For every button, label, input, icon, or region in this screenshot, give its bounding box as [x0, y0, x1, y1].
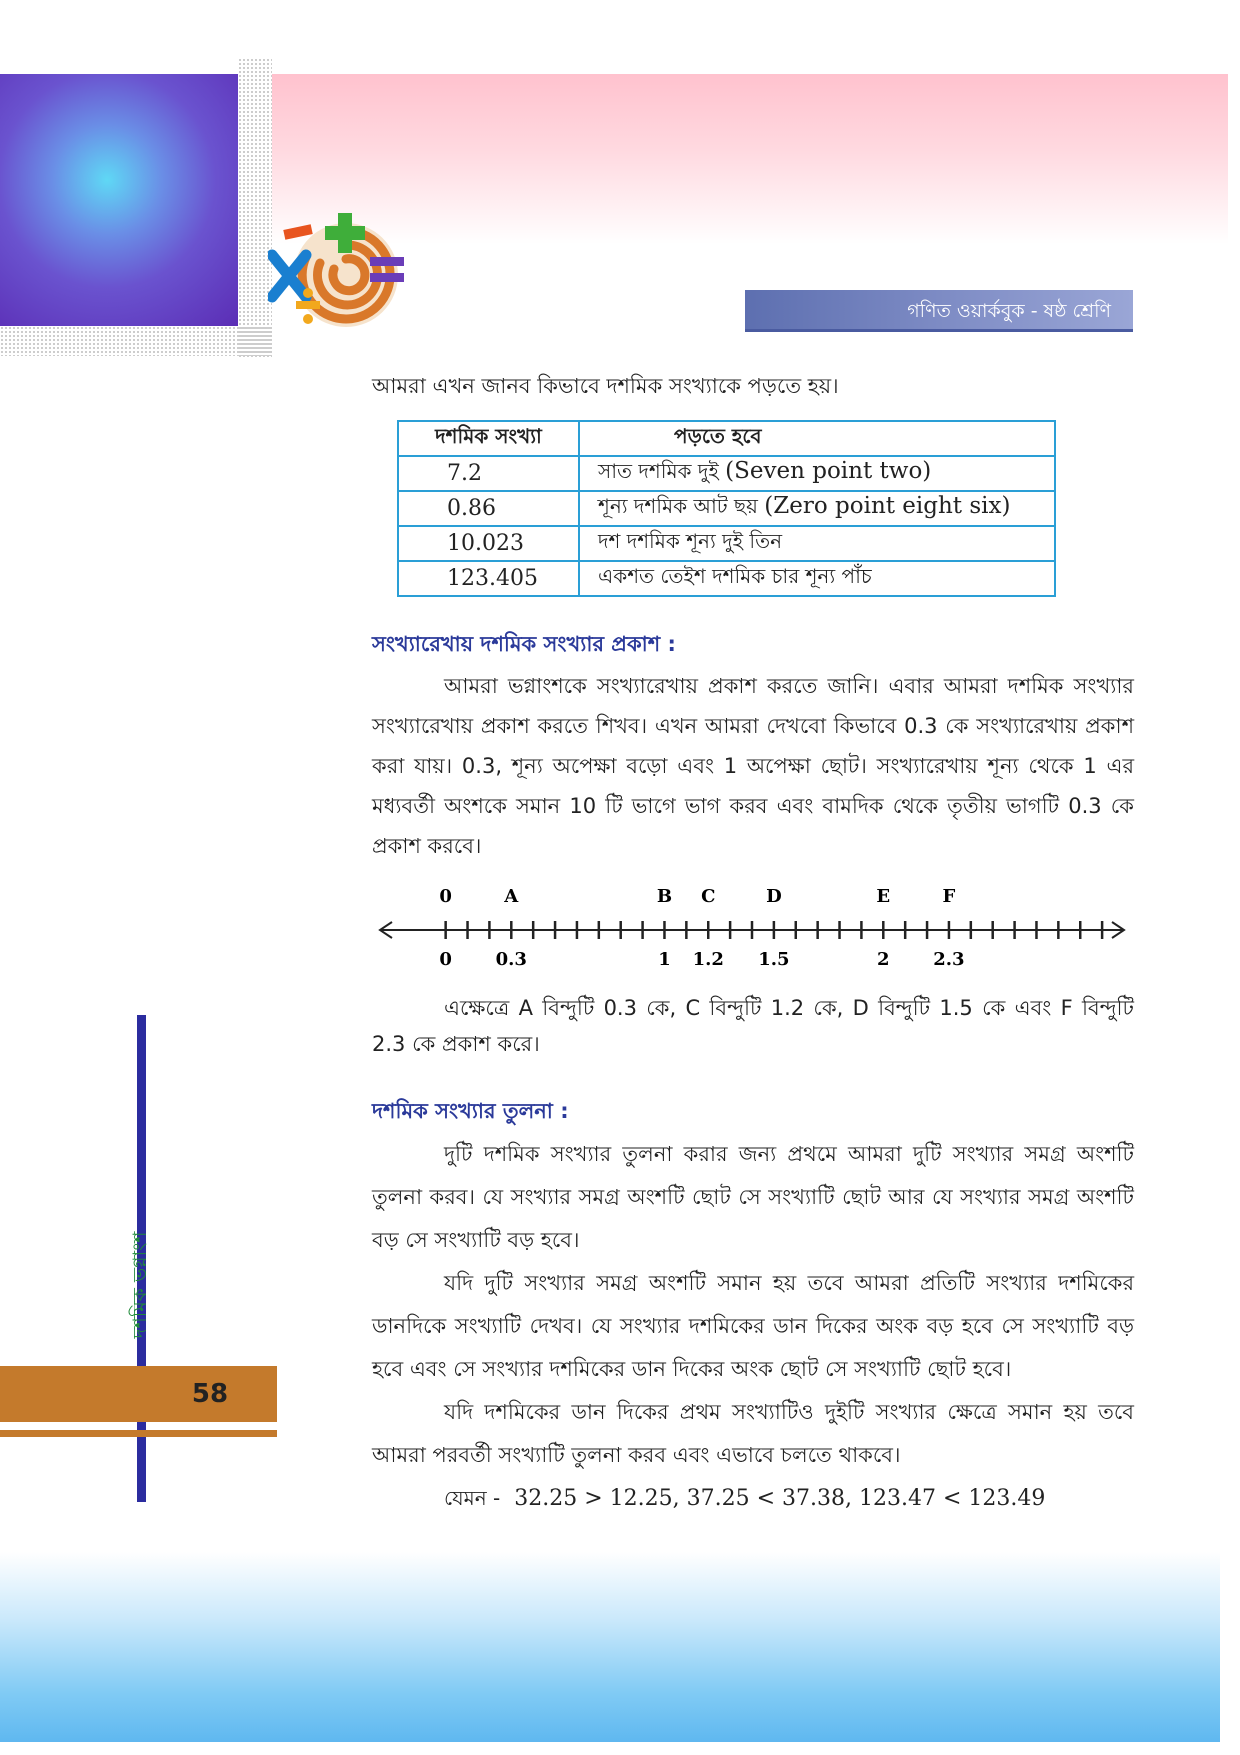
- reading-bn: শূন্য দশমিক আট ছয়: [598, 494, 758, 518]
- number-line-diagram: [372, 880, 1132, 980]
- number-line-value-label: 0: [439, 949, 452, 970]
- table-cell-number: 0.86: [398, 491, 579, 526]
- example-label: যেমন -: [444, 1486, 501, 1510]
- number-line-value-label: 1.2: [692, 949, 724, 970]
- chapter-side-label: দশমিক ভগ্নাংশ: [129, 1231, 151, 1339]
- table-row: [398, 491, 1055, 526]
- section2-paragraph-3: যদি দশমিকের ডান দিকের প্রথম সংখ্যাটিও দুইটি সংখ্যার ক্ষেত্রে সমান হয় তবে আমরা পরবর্তী সংখ্যাটি তুলনা করব এবং এভাবে চলতে থাকবে।: [372, 1400, 1134, 1467]
- book-title-banner: গণিত ওয়ার্কবুক - ষষ্ঠ শ্রেণি: [745, 290, 1133, 332]
- header-gradient-square: [0, 74, 238, 326]
- number-line-point-label: D: [766, 886, 782, 907]
- table-cell-reading: [579, 561, 1055, 596]
- reading-bn: সাত দশমিক দুই: [598, 459, 719, 483]
- table-cell-number: 123.405: [398, 561, 579, 596]
- number-line-value-label: 1.5: [758, 949, 790, 970]
- table-cell-reading: [579, 526, 1055, 561]
- number-line-point-label: C: [701, 886, 716, 907]
- section2-paragraph-1: দুটি দশমিক সংখ্যার তুলনা করার জন্য প্রথমে আমরা দুটি সংখ্যার সমগ্র অংশটি তুলনা করব। যে সংখ্যার সমগ্র অংশটি ছোট সে সংখ্যাটি ছোট আর যে সংখ্যার সমগ্র অংশটি বড় সে সংখ্যাটি বড় হবে।: [372, 1142, 1134, 1252]
- section-heading-number-line: সংখ্যারেখায় দশমিক সংখ্যার প্রকাশ :: [372, 632, 676, 656]
- reading-en: (Seven point two): [725, 458, 932, 484]
- number-line-point-label: E: [876, 886, 891, 907]
- number-line-point-label: F: [942, 886, 956, 907]
- number-line-labels: [439, 886, 964, 970]
- table-cell-number: 10.023: [398, 526, 579, 561]
- math-symbols-icon: [268, 205, 416, 337]
- table-header-reading: পড়তে হবে: [579, 421, 1055, 456]
- footer-gradient-band: [0, 1552, 1220, 1742]
- reading-bn: একশত তেইশ দশমিক চার শূন্য পাঁচ: [598, 564, 872, 588]
- section2-paragraph-2: যদি দুটি সংখ্যার সমগ্র অংশটি সমান হয় তবে আমরা প্রতিটি সংখ্যার দশমিকের ডানদিকে সংখ্যাটি দেখব। যে সংখ্যার দশমিকের ডান দিকের অংক বড় হবে সে সংখ্যাটি বড় হবে এবং সে সংখ্যার দশমিকের ডান দিকের অংক ছোট সে সংখ্যাটি ছোট হবে।: [372, 1271, 1134, 1381]
- table-cell-number: 7.2: [398, 456, 579, 491]
- number-line-value-label: 2: [877, 949, 890, 970]
- section2-body: [372, 1133, 1134, 1477]
- intro-text: আমরা এখন জানব কিভাবে দশমিক সংখ্যাকে পড়তে হয়।: [372, 374, 839, 398]
- page-number-band-line: [0, 1430, 277, 1437]
- section-heading-comparison: দশমিক সংখ্যার তুলনা :: [372, 1099, 569, 1123]
- table-header-row: [398, 421, 1055, 456]
- page-number: 58: [191, 1379, 229, 1409]
- example-line: [444, 1484, 1045, 1517]
- table-cell-reading: [579, 456, 1055, 491]
- table-cell-reading: [579, 491, 1055, 526]
- number-line-value-label: 1: [658, 949, 671, 970]
- table-row: [398, 456, 1055, 491]
- example-values: 32.25 > 12.25, 37.25 < 37.38, 123.47 < 123.49: [514, 1486, 1046, 1511]
- reading-en: (Zero point eight six): [764, 493, 1011, 519]
- number-line-point-label: 0: [439, 886, 452, 907]
- section1-explanation: এক্ষেত্রে A বিন্দুটি 0.3 কে, C বিন্দুটি 1.2 কে, D বিন্দুটি 1.5 কে এবং F বিন্দুটি 2.3 কে প্রকাশ করে।: [372, 996, 1134, 1056]
- header-dot-pattern: [238, 58, 272, 358]
- header-dot-pattern-bottom: [0, 326, 272, 356]
- number-line-value-label: 0.3: [495, 949, 527, 970]
- number-line-point-label: A: [504, 886, 519, 907]
- table-row: [398, 561, 1055, 596]
- decimal-reading-table: [397, 420, 1056, 597]
- number-line-value-label: 2.3: [933, 949, 965, 970]
- table-row: [398, 526, 1055, 561]
- section1-paragraph: আমরা ভগ্নাংশকে সংখ্যারেখায় প্রকাশ করতে জানি। এবার আমরা দশমিক সংখ্যার সংখ্যারেখায় প্রকাশ করতে শিখব। এখন আমরা দেখবো কিভাবে 0.3 কে সংখ্যারেখায় প্রকাশ করা যায়। 0.3, শূন্য অপেক্ষা বড়ো এবং 1 অপেক্ষা ছোট। সংখ্যারেখায় শূন্য থেকে 1 এর মধ্যবর্তী অংশকে সমান 10 টি ভাগে ভাগ করব এবং বামদিক থেকে তৃতীয় ভাগটি 0.3 কে প্রকাশ করবে।: [372, 674, 1134, 858]
- reading-bn: দশ দশমিক শূন্য দুই তিন: [598, 529, 783, 553]
- number-line-point-label: B: [656, 886, 673, 907]
- table-header-number: দশমিক সংখ্যা: [398, 421, 579, 456]
